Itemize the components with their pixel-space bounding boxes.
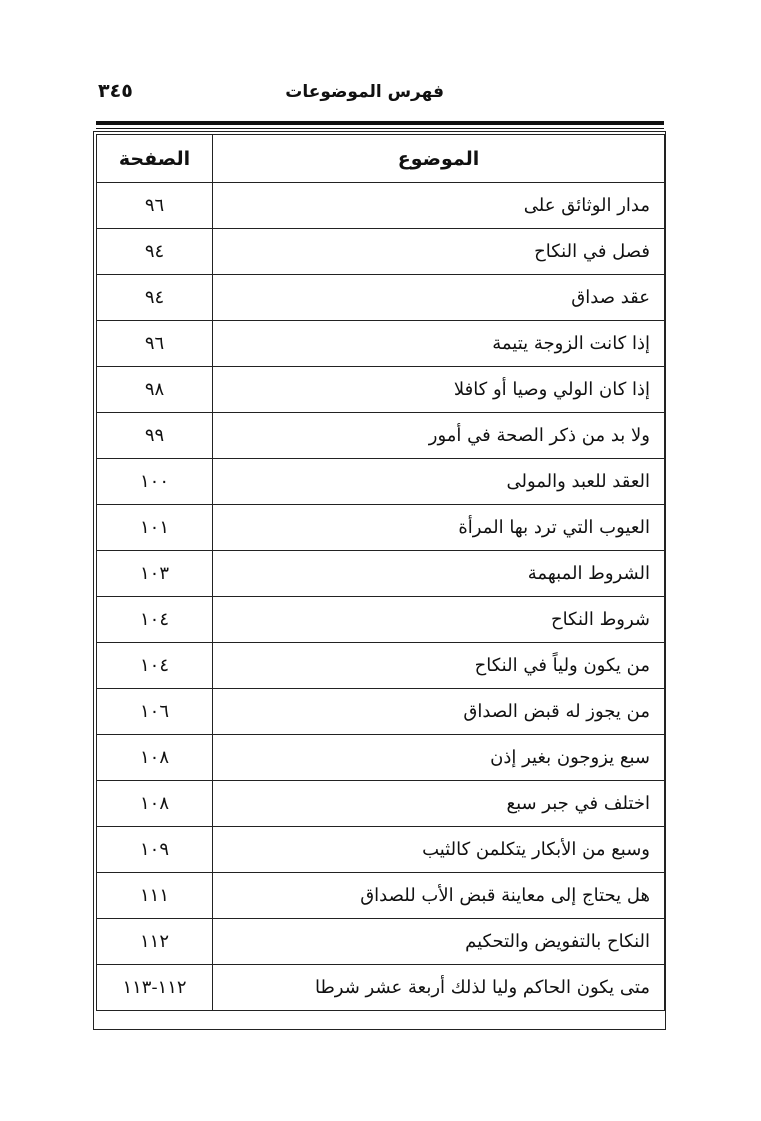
column-header-page: الصفحة	[97, 135, 213, 183]
row-topic: العقد للعبد والمولى	[213, 459, 665, 505]
row-page-number: ١١٢	[97, 919, 213, 965]
page-header	[96, 78, 664, 114]
row-page-number: ١٠٩	[97, 827, 213, 873]
table-row	[97, 689, 665, 735]
contents-table	[96, 134, 665, 1011]
row-topic: من يجوز له قبض الصداق	[213, 689, 665, 735]
table-row	[97, 321, 665, 367]
header-rule-thick	[96, 121, 664, 125]
row-page-number: ١٠٤	[97, 643, 213, 689]
row-page-number: ٩٤	[97, 275, 213, 321]
row-page-number: ٩٦	[97, 183, 213, 229]
row-page-number: ١٠٦	[97, 689, 213, 735]
row-topic: إذا كانت الزوجة يتيمة	[213, 321, 665, 367]
header-rule-thin	[96, 128, 664, 129]
row-page-number: ٩٦	[97, 321, 213, 367]
row-topic: عقد صداق	[213, 275, 665, 321]
table-row	[97, 551, 665, 597]
table-row	[97, 919, 665, 965]
row-page-number: ١٠٨	[97, 735, 213, 781]
table-row	[97, 459, 665, 505]
row-page-number: ١١١	[97, 873, 213, 919]
row-topic: العيوب التي ترد بها المرأة	[213, 505, 665, 551]
table-row	[97, 735, 665, 781]
table-header-row	[97, 135, 665, 183]
row-topic: هل يحتاج إلى معاينة قبض الأب للصداق	[213, 873, 665, 919]
row-topic: مدار الوثائق على	[213, 183, 665, 229]
row-page-number: ١١٢-١١٣	[97, 965, 213, 1011]
table-row	[97, 643, 665, 689]
row-page-number: ٩٤	[97, 229, 213, 275]
table-row	[97, 413, 665, 459]
table-row	[97, 229, 665, 275]
row-page-number: ١٠٠	[97, 459, 213, 505]
row-topic: النكاح بالتفويض والتحكيم	[213, 919, 665, 965]
table-row	[97, 965, 665, 1011]
table-row	[97, 275, 665, 321]
row-topic: اختلف في جبر سبع	[213, 781, 665, 827]
row-topic: من يكون ولياً في النكاح	[213, 643, 665, 689]
row-page-number: ١٠٨	[97, 781, 213, 827]
row-topic: فصل في النكاح	[213, 229, 665, 275]
table-row	[97, 827, 665, 873]
row-topic: الشروط المبهمة	[213, 551, 665, 597]
table-row	[97, 505, 665, 551]
header-title: فهرس الموضوعات	[285, 82, 444, 102]
table-row	[97, 183, 665, 229]
row-page-number: ٩٩	[97, 413, 213, 459]
row-page-number: ١٠٤	[97, 597, 213, 643]
row-topic: متى يكون الحاكم وليا لذلك أربعة عشر شرطا	[213, 965, 665, 1011]
table-row	[97, 367, 665, 413]
row-topic: سبع يزوجون بغير إذن	[213, 735, 665, 781]
table-row	[97, 781, 665, 827]
table-row	[97, 597, 665, 643]
page-number: ٣٤٥	[98, 80, 133, 102]
table-body	[97, 183, 665, 1011]
row-topic: وسبع من الأبكار يتكلمن كالثيب	[213, 827, 665, 873]
row-topic: إذا كان الولي وصيا أو كافلا	[213, 367, 665, 413]
row-topic: ولا بد من ذكر الصحة في أمور	[213, 413, 665, 459]
row-page-number: ١٠٣	[97, 551, 213, 597]
row-topic: شروط النكاح	[213, 597, 665, 643]
column-header-topic: الموضوع	[213, 135, 665, 183]
row-page-number: ٩٨	[97, 367, 213, 413]
table-row	[97, 873, 665, 919]
row-page-number: ١٠١	[97, 505, 213, 551]
